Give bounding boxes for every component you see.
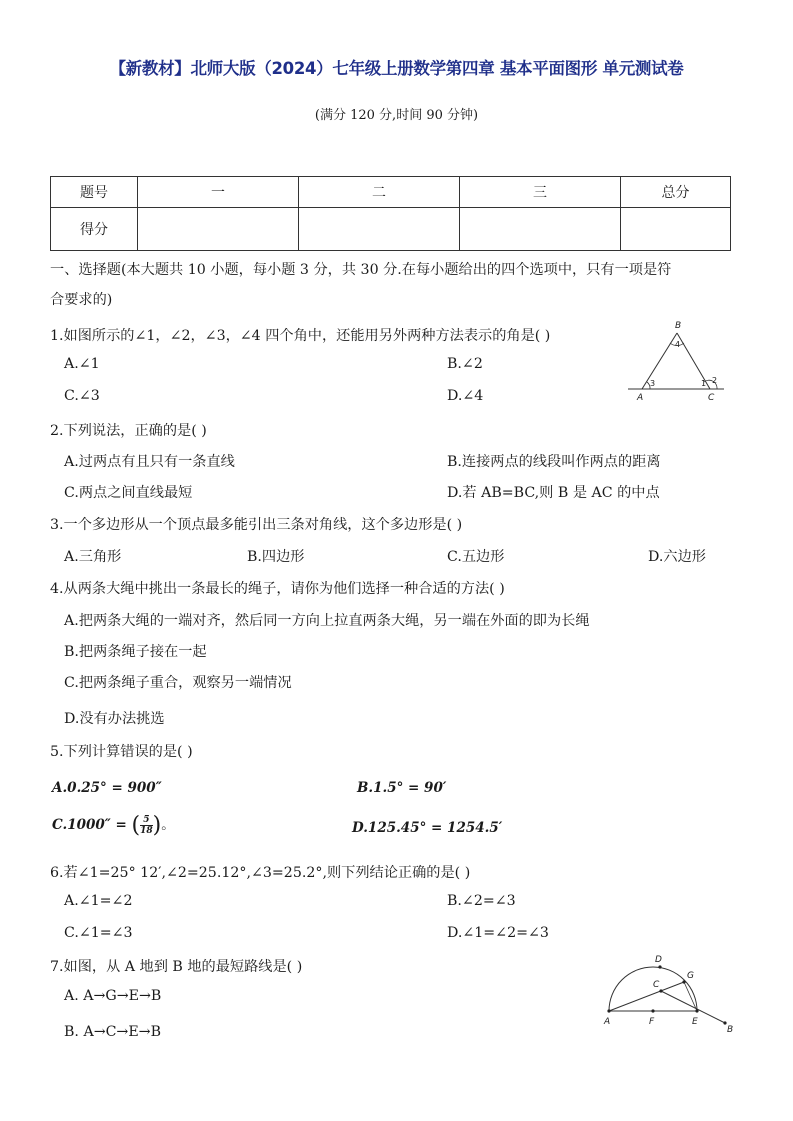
question-5-option-a[interactable]: A.0.25° = 900″ (52, 780, 162, 796)
question-7-option-a[interactable]: A. A→G→E→B (64, 988, 162, 1004)
question-3-option-a[interactable]: A.三角形 (64, 549, 122, 565)
score-header-cell: 一 (138, 177, 299, 208)
score-cell[interactable] (460, 208, 621, 251)
score-header-cell: 二 (299, 177, 460, 208)
question-6-option-b[interactable]: B.∠2=∠3 (447, 893, 516, 909)
question-5-option-c[interactable]: C.1000″ = ( $\frac{5}{18}$ )。 (52, 813, 175, 838)
question-2-option-a[interactable]: A.过两点有且只有一条直线 (64, 454, 235, 470)
figure-angle-1: 1 (701, 379, 707, 388)
question-6-option-a[interactable]: A.∠1=∠2 (64, 893, 133, 909)
fraction-numerator: 5 (140, 815, 153, 826)
question-5-stem: 5.下列计算错误的是( ) (50, 744, 193, 760)
question-5-option-d[interactable]: D.125.45° = 1254.5′ (352, 820, 503, 836)
question-7-stem: 7.如图，从 A 地到 B 地的最短路线是( ) (50, 959, 303, 975)
question-1-option-b[interactable]: B.∠2 (447, 356, 483, 372)
section-heading: 一、选择题(本大题共 10 小题，每小题 3 分，共 30 分.在每小题给出的四个选项中，只有一项是符 (50, 262, 672, 278)
question-7-option-b[interactable]: B. A→C→E→B (64, 1024, 161, 1040)
question-3-stem: 3.一个多边形从一个顶点最多能引出三条对角线，这个多边形是( ) (50, 517, 463, 533)
page-subtitle: (满分 120 分,时间 90 分钟) (314, 108, 479, 123)
question-6-option-d[interactable]: D.∠1=∠2=∠3 (447, 925, 549, 941)
question-1-option-c[interactable]: C.∠3 (64, 388, 100, 404)
figure-angle-2: 2 (712, 376, 718, 385)
fraction-denominator: 18 (140, 826, 153, 836)
figure-label-f: F (649, 1017, 655, 1027)
question-5-option-b[interactable]: B.1.5° = 90′ (357, 780, 447, 796)
score-table (50, 176, 731, 251)
page-title: 【新教材】北师大版（2024）七年级上册数学第四章 基本平面图形 单元测试卷 (109, 59, 684, 78)
question-4-option-d[interactable]: D.没有办法挑选 (64, 711, 165, 727)
question-3-option-b[interactable]: B.四边形 (247, 549, 305, 565)
figure-label-c: C (708, 393, 715, 403)
question-1-option-a[interactable]: A.∠1 (64, 356, 100, 372)
score-table-score-row (51, 208, 731, 251)
section-heading-cont: 合要求的) (50, 292, 113, 308)
figure-label-b: B (727, 1025, 734, 1035)
figure-label-a: A (637, 393, 644, 403)
question-2-option-c[interactable]: C.两点之间直线最短 (64, 485, 193, 501)
question-1-stem: 1.如图所示的∠1，∠2，∠3，∠4 四个角中，还能用另外两种方法表示的角是( ) (50, 328, 551, 344)
question-1-option-d[interactable]: D.∠4 (447, 388, 484, 404)
figure-label-b: B (675, 321, 682, 331)
question-1-triangle-figure (620, 316, 730, 406)
figure-label-g: G (687, 971, 694, 981)
option-c-prefix: C.1000″ = (52, 817, 132, 833)
question-4-option-b[interactable]: B.把两条绳子接在一起 (64, 644, 207, 660)
question-6-stem: 6.若∠1=25° 12′,∠2=25.12°,∠3=25.2°,则下列结论正确的是( ) (50, 865, 471, 881)
figure-label-c: C (653, 980, 660, 990)
fraction (140, 815, 153, 836)
score-header-cell: 三 (460, 177, 621, 208)
figure-angle-3: 3 (650, 379, 656, 388)
question-2-option-d[interactable]: D.若 AB=BC,则 B 是 AC 的中点 (447, 485, 660, 501)
figure-label-d: D (655, 955, 662, 965)
question-3-option-d[interactable]: D.六边形 (648, 549, 706, 565)
option-c-suffix: 。 (161, 817, 175, 833)
question-7-semicircle-figure (597, 950, 742, 1035)
figure-label-a: A (604, 1017, 611, 1027)
score-row-label: 得分 (51, 208, 138, 251)
question-2-option-b[interactable]: B.连接两点的线段叫作两点的距离 (447, 454, 661, 470)
question-4-option-c[interactable]: C.把两条绳子重合，观察另一端情况 (64, 675, 292, 691)
question-4-option-a[interactable]: A.把两条大绳的一端对齐，然后同一方向上拉直两条大绳，另一端在外面的即为长绳 (64, 613, 590, 629)
score-table-header-row (51, 177, 731, 208)
question-3-option-c[interactable]: C.五边形 (447, 549, 505, 565)
figure-label-e: E (692, 1017, 698, 1027)
score-cell[interactable] (621, 208, 731, 251)
figure-angle-4: 4 (675, 340, 681, 349)
score-cell[interactable] (299, 208, 460, 251)
score-header-cell: 题号 (51, 177, 138, 208)
score-header-cell: 总分 (621, 177, 731, 208)
score-cell[interactable] (138, 208, 299, 251)
question-6-option-c[interactable]: C.∠1=∠3 (64, 925, 133, 941)
question-4-stem: 4.从两条大绳中挑出一条最长的绳子，请你为他们选择一种合适的方法( ) (50, 581, 505, 597)
question-2-stem: 2.下列说法，正确的是( ) (50, 423, 207, 439)
